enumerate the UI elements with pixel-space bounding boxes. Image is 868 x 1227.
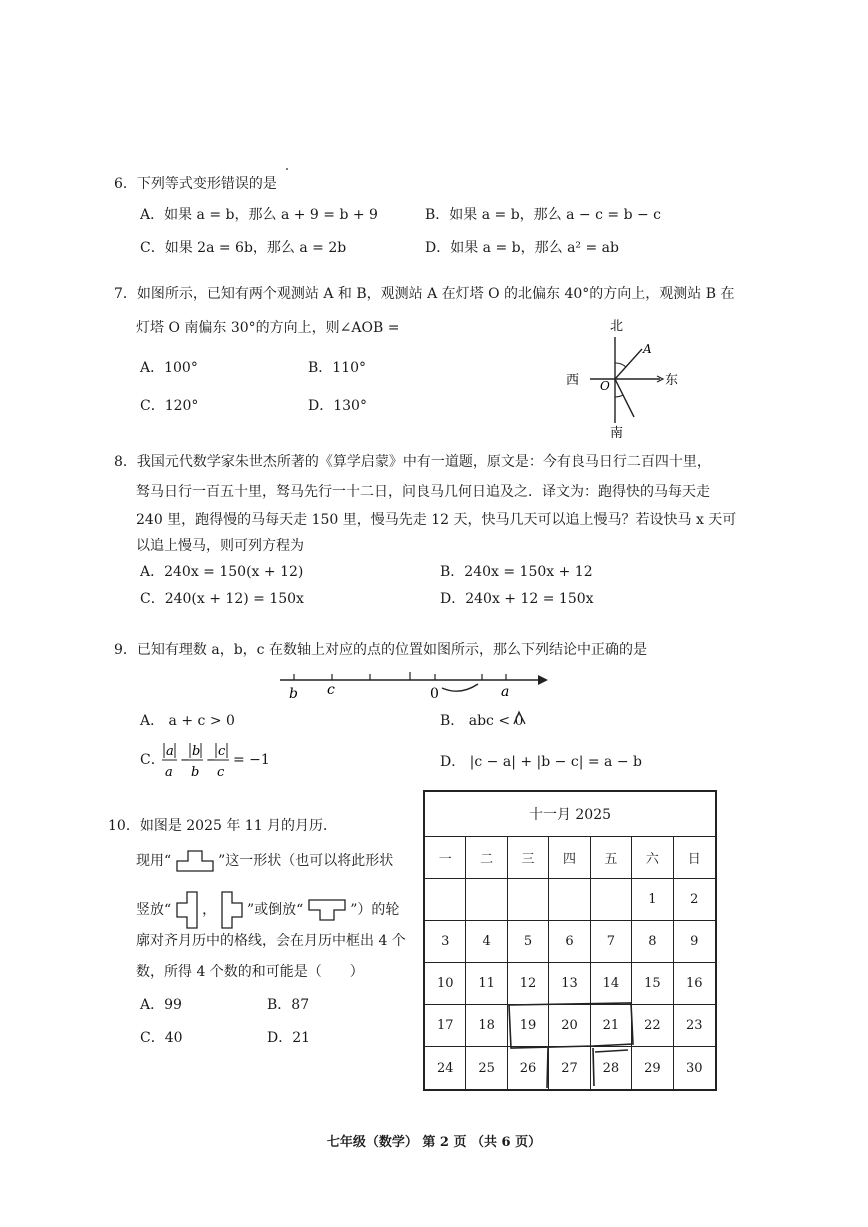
q9-stem: 9．已知有理数 a，b，c 在数轴上对应的点的位置如图所示，那么下列结论中正确的是 <box>114 642 647 658</box>
q10-option-d: D．21 <box>267 1030 311 1046</box>
q10-text: ”）的轮 <box>350 902 400 918</box>
calendar-day <box>549 879 590 921</box>
number-line <box>270 664 560 704</box>
q8-option-c: C．240(x + 12) = 150x <box>140 591 304 607</box>
q6-option-a: A．如果 a = b，那么 a + 9 = b + 9 <box>140 207 378 223</box>
handwritten-mark <box>510 708 528 726</box>
calendar-day: 27 <box>549 1047 590 1089</box>
q10-text: 现用“ <box>136 853 172 869</box>
q9-option-c-prefix: C． <box>140 752 165 768</box>
calendar-day: 8 <box>632 921 673 963</box>
axis-label-c: c <box>327 682 335 698</box>
calendar-weekday: 日 <box>674 837 715 879</box>
calendar-day: 30 <box>686 1060 703 1076</box>
calendar-day: 14 <box>591 963 632 1005</box>
compass-figure <box>560 315 690 440</box>
calendar-day: 24 <box>425 1047 466 1089</box>
calendar-weekday: 四 <box>549 837 590 879</box>
calendar-day: 12 <box>508 963 549 1005</box>
november-calendar <box>423 790 717 1091</box>
t-shape-vertical-left-icon <box>176 891 198 929</box>
calendar-day: 11 <box>466 963 507 1005</box>
svg-text:c: c <box>217 765 225 780</box>
svg-text:b: b <box>192 744 201 759</box>
svg-text:b: b <box>191 765 200 780</box>
q10-stem-line3 <box>136 891 399 929</box>
svg-text:c: c <box>218 744 226 759</box>
calendar-title: 十一月 2025 <box>425 792 715 837</box>
calendar-weekday: 二 <box>466 837 507 879</box>
q6-stem: 6．下列等式变形错误的是 <box>114 176 277 192</box>
t-shape-icon <box>176 850 214 872</box>
q10-option-c: C．40 <box>140 1030 183 1046</box>
q7-stem-line1: 7．如图所示，已知有两个观测站 A 和 B，观测站 A 在灯塔 O 的北偏东 40°的方向上，观测站 B 在 <box>114 286 735 302</box>
q8-stem-line1: 8．我国元代数学家朱世杰所著的《算学启蒙》中有一道题，原文是：今有良马日行二百四十里， <box>114 454 711 470</box>
calendar-day: 26 <box>508 1047 549 1089</box>
q10-option-a: A．99 <box>140 997 182 1013</box>
calendar-day: 23 <box>674 1005 715 1047</box>
calendar-weekday: 五 <box>591 837 632 879</box>
q7-option-d: D．130° <box>308 398 367 414</box>
q8-option-b: B．240x = 150x + 12 <box>440 564 593 580</box>
axis-label-zero: 0 <box>430 686 439 702</box>
q7-stem-line2: 灯塔 O 南偏东 30°的方向上，则∠AOB = <box>136 320 400 336</box>
calendar-day: 19 <box>508 1005 549 1047</box>
q7-option-b: B．110° <box>308 360 367 376</box>
svg-text:−: − <box>206 753 217 768</box>
q6-option-d: D．如果 a = b，那么 a² = ab <box>425 240 619 256</box>
svg-text:−: − <box>180 753 191 768</box>
q9-option-c-result: = −1 <box>233 752 270 768</box>
calendar-grid <box>425 837 715 1089</box>
q10-stem-line2 <box>136 850 393 872</box>
calendar-day: 29 <box>632 1047 673 1089</box>
q10-text: ”或倒放“ <box>246 902 304 918</box>
calendar-day: 9 <box>674 921 715 963</box>
q10-text: ”这一形状（也可以将此形状 <box>218 853 394 869</box>
calendar-day <box>591 879 632 921</box>
t-shape-inverted-icon <box>308 899 346 921</box>
calendar-day: 5 <box>508 921 549 963</box>
calendar-day: 4 <box>466 921 507 963</box>
calendar-day: 10 <box>425 963 466 1005</box>
calendar-day: 16 <box>674 963 715 1005</box>
calendar-day: 20 <box>549 1005 590 1047</box>
calendar-day: 18 <box>466 1005 507 1047</box>
q6-option-c: C．如果 2a = 6b，那么 a = 2b <box>140 240 347 256</box>
q8-option-d: D．240x + 12 = 150x <box>440 591 594 607</box>
q8-option-a: A．240x = 150(x + 12) <box>140 564 304 580</box>
calendar-day: 15 <box>632 963 673 1005</box>
compass-a-label: A <box>643 342 652 356</box>
calendar-day: 3 <box>425 921 466 963</box>
calendar-day: 25 <box>466 1047 507 1089</box>
q10-stem-line5: 数，所得 4 个数的和可能是（ ） <box>136 964 364 980</box>
calendar-weekday: 三 <box>508 837 549 879</box>
stray-mark <box>286 168 288 170</box>
calendar-day: 17 <box>425 1005 466 1047</box>
svg-text:a: a <box>166 744 174 759</box>
q7-option-c: C．120° <box>140 398 199 414</box>
q8-stem-line2: 驽马日行一百五十里，驽马先行一十二日，问良马几何日追及之．译文为：跑得快的马每天走 <box>136 484 710 500</box>
q9-option-a: A． a + c > 0 <box>140 713 235 729</box>
q10-stem-line4: 廓对齐月历中的格线，会在月历中框出 4 个 <box>136 933 406 949</box>
calendar-day <box>425 879 466 921</box>
compass-west-label: 西 <box>566 373 580 388</box>
q6-option-b: B．如果 a = b，那么 a − c = b − c <box>425 207 662 223</box>
calendar-day <box>466 879 507 921</box>
compass-north-label: 北 <box>610 319 624 334</box>
calendar-day: 6 <box>549 921 590 963</box>
calendar-day: 21 <box>591 1005 632 1047</box>
calendar-day: 7 <box>591 921 632 963</box>
q9-option-b: B． abc < 0 <box>440 713 524 729</box>
calendar-weekday: 一 <box>425 837 466 879</box>
q8-stem-line4: 以追上慢马，则可列方程为 <box>136 538 304 554</box>
q10-option-b: B．87 <box>267 997 310 1013</box>
axis-label-b: b <box>289 686 298 702</box>
svg-text:a: a <box>165 765 173 780</box>
compass-south-label: 南 <box>610 426 624 440</box>
compass-east-label: 东 <box>665 373 679 388</box>
compass-o-label: O <box>600 379 610 393</box>
q10-stem-line1: 10．如图是 2025 年 11 月的月历． <box>108 818 338 834</box>
calendar-day <box>508 879 549 921</box>
calendar-weekday: 六 <box>632 837 673 879</box>
calendar-day: 28 <box>591 1047 632 1089</box>
axis-label-a: a <box>501 684 510 700</box>
calendar-day: 2 <box>674 879 715 921</box>
calendar-day: 13 <box>549 963 590 1005</box>
calendar-day: 22 <box>632 1005 673 1047</box>
q9-option-d: D． |c − a| + |b − c| = a − b <box>440 754 642 770</box>
q10-text: ， <box>202 902 217 918</box>
t-shape-vertical-right-icon <box>221 891 243 929</box>
q7-option-a: A．100° <box>140 360 198 376</box>
calendar-day: 1 <box>632 879 673 921</box>
q10-text: 竖放“ <box>136 902 172 918</box>
q8-stem-line3: 240 里，跑得慢的马每天走 150 里，慢马先走 12 天，快马几天可以追上慢马？若设快马 x 天可 <box>136 512 737 528</box>
page-footer: 七年级（数学） 第 2 页 （共 6 页） <box>326 1135 542 1150</box>
